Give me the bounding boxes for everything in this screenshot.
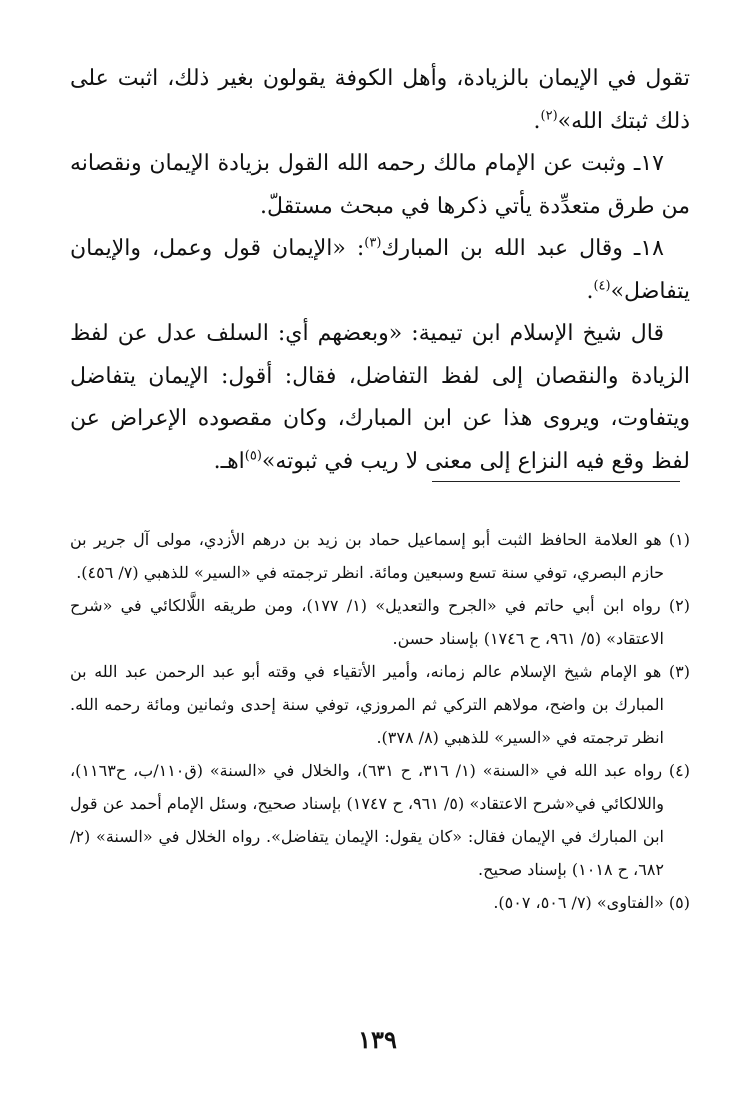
footnotes — [70, 523, 690, 919]
page-number: ١٣٩ — [358, 1025, 397, 1054]
main-text — [70, 58, 690, 483]
footnote-2: (٢) رواه ابن أبي حاتم في «الجرح والتعديل» (١/ ١٧٧)، ومن طريقه اللَّالكائي في «شرح الاعتقاد» (٥/ ٩٦١، ح ١٧٤٦) بإسناد حسن. — [70, 596, 691, 648]
main-paragraph-2: ١٧ـ وثبت عن الإمام مالك رحمه الله القول بزيادة الإيمان ونقصانه من طرق متعدِّدة يأتي ذكرها في مبحث مستقلّ. — [70, 151, 690, 219]
footnote-1: (١) هو العلامة الحافظ الثبت أبو إسماعيل حماد بن زيد بن درهم الأزدي، مولى آل جرير بن حازم البصري، توفي سنة تسع وسبعين ومائة. انظر ترجمته في «السير» للذهبي (٧/ ٤٥٦). — [70, 530, 690, 582]
footnote-4: (٤) رواه عبد الله في «السنة» (١/ ٣١٦، ح ٦٣١)، والخلال في «السنة» (ق١١٠/ب، ح١١٦٣)، واللالكائي في«شرح الاعتقاد» (٥/ ٩٦١، ح ١٧٤٧) بإسناد صحيح، وسئل الإمام أحمد عن قول ابن المبارك في الإيمان فقال: «كان يقول: الإيمان يتفاضل». رواه الخلال في «السنة» (٢/ ٦٨٢، ح ١٠١٨) بإسناد صحيح. — [70, 761, 691, 879]
main-paragraph-3: ١٨ـ وقال عبد الله بن المبارك$^{(٣)}$: «الإيمان قول وعمل، والإيمان يتفاضل»$^{(٤)}$. — [70, 235, 690, 304]
footnote-ref-3[interactable]: (٣) — [364, 235, 382, 251]
main-paragraph-4: قال شيخ الإسلام ابن تيمية: «وبعضهم أي: السلف عدل عن لفظ الزيادة والنقصان إلى لفظ التفاضل، فقال: أقول: الإيمان يتفاضل ويتفاوت، ويروى هذا عن ابن المبارك، وكان مقصوده الإعراض عن لفظ وقع فيه النزاع إلى معنى لا ريب في ثبوته»$^{(٥)}$اهـ. — [70, 321, 690, 474]
footnote-5: (٥) «الفتاوى» (٧/ ٥٠٦، ٥٠٧). — [493, 893, 690, 912]
footnote-separator — [432, 481, 680, 482]
footnote-ref-2[interactable]: (٢) — [540, 108, 558, 124]
footnote-3: (٣) هو الإمام شيخ الإسلام عالم زمانه، وأمير الأتقياء في وقته أبو عبد الرحمن عبد الله بن المبارك بن واضح، مولاهم التركي ثم المروزي، توفي سنة إحدى وثمانين ومائة رحمه الله. انظر ترجمته في «السير» للذهبي (٨/ ٣٧٨). — [70, 662, 690, 747]
footnote-ref-4[interactable]: (٤) — [593, 278, 611, 294]
footnote-ref-5[interactable]: (٥) — [244, 448, 262, 464]
main-paragraph-1: تقول في الإيمان بالزيادة، وأهل الكوفة يقولون بغير ذلك، اثبت على ذلك ثبتك الله»$^{(٢)}$. — [70, 66, 690, 134]
